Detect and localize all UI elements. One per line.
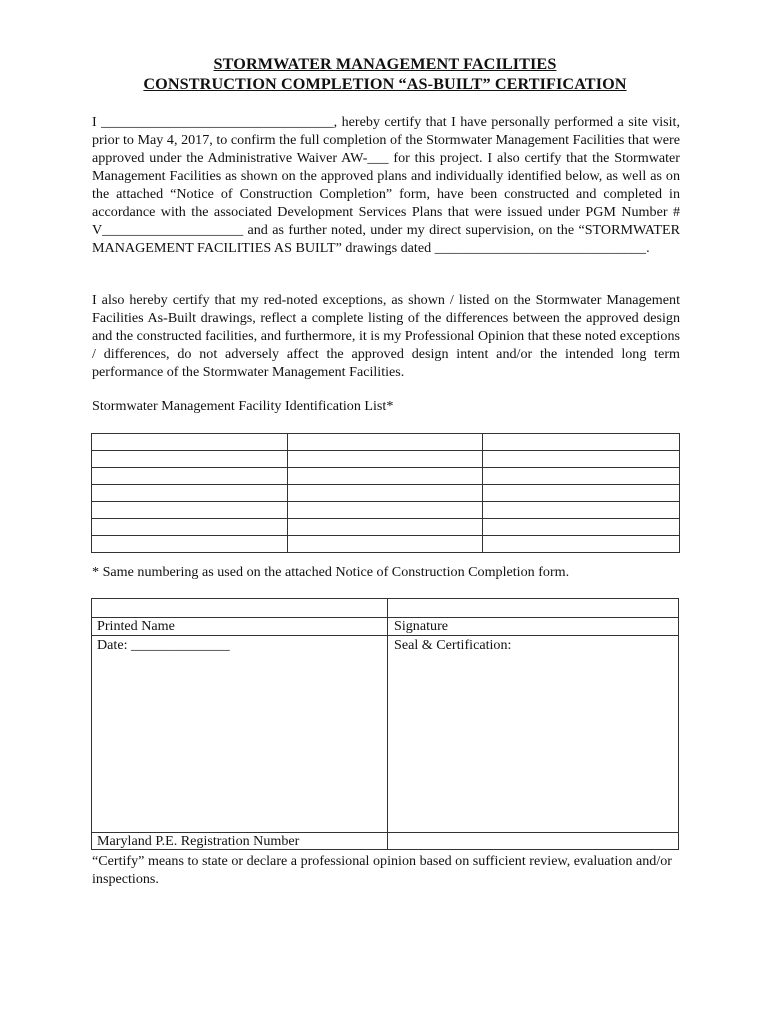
document-title-line-2: CONSTRUCTION COMPLETION “AS-BUILT” CERTIFICATION (143, 75, 627, 93)
facility-table-cell[interactable] (483, 502, 680, 519)
date-field[interactable]: Date: ______________ (97, 637, 230, 653)
facility-table-cell[interactable] (483, 519, 680, 536)
facility-table-cell[interactable] (92, 519, 288, 536)
table-row (92, 519, 680, 536)
facility-footnote: * Same numbering as used on the attached Notice of Construction Completion form. (92, 564, 570, 580)
facility-table-cell[interactable] (287, 485, 483, 502)
facility-list-label: Stormwater Management Facility Identification List* (92, 398, 394, 414)
signature-block (91, 598, 679, 850)
table-row (92, 536, 680, 553)
seal-certification-field[interactable]: Seal & Certification: (394, 637, 512, 653)
facility-table-cell[interactable] (287, 434, 483, 451)
facility-table-cell[interactable] (483, 468, 680, 485)
signature-block-divider (387, 599, 388, 849)
facility-table-cell[interactable] (483, 451, 680, 468)
facility-table-cell[interactable] (92, 451, 288, 468)
certification-paragraph-2: I also hereby certify that my red-noted exceptions, as shown / listed on the Stormwater Management Facilities As-Built drawings, reflect a complete listing of the differences between the approved design and the constructed facilities, and furthermore, it is my Professional Opinion that these noted exceptions / differences, do not adversely affect the approved design intent and/or the intended long term performance of the Stormwater Management Facilities. (92, 292, 680, 380)
facility-table-cell[interactable] (92, 502, 288, 519)
signature-field[interactable]: Signature (394, 618, 449, 634)
facility-table-cell[interactable] (92, 485, 288, 502)
table-row (92, 485, 680, 502)
registration-number-field[interactable]: Maryland P.E. Registration Number (97, 833, 300, 849)
facility-table-cell[interactable] (287, 519, 483, 536)
facility-identification-table (91, 433, 680, 553)
table-row (92, 434, 680, 451)
certification-paragraph-1: I _________________________________, hereby certify that I have personally performed a site visit, prior to May 4, 2017, to confirm the full completion of the Stormwater Management Facilities that were approved under the Administrative Waiver AW-___ for this project. I also certify that the Stormwater Management Facilities as shown on the approved plans and individually identified below, as well as on the attached “Notice of Construction Completion” form, have been constructed and completed in accordance with the associated Development Services Plans that were issued under PGM Number # V____________________ and as further noted, under my direct supervision, on the “STORMWATER MANAGEMENT FACILITIES AS BUILT” drawings dated ______________________________. (92, 114, 680, 256)
facility-table-cell[interactable] (92, 468, 288, 485)
signature-block-rule (92, 617, 678, 618)
facility-table-cell[interactable] (287, 468, 483, 485)
table-row (92, 502, 680, 519)
table-row (92, 468, 680, 485)
facility-table-cell[interactable] (483, 485, 680, 502)
certify-definition: “Certify” means to state or declare a professional opinion based on sufficient review, evaluation and/or inspections. (92, 853, 672, 887)
facility-table-cell[interactable] (287, 502, 483, 519)
facility-table-cell[interactable] (483, 536, 680, 553)
facility-table-cell[interactable] (287, 536, 483, 553)
facility-table-cell[interactable] (287, 451, 483, 468)
facility-table-cell[interactable] (483, 434, 680, 451)
facility-table-cell[interactable] (92, 536, 288, 553)
facility-table-cell[interactable] (92, 434, 288, 451)
printed-name-field[interactable]: Printed Name (97, 618, 175, 634)
table-row (92, 451, 680, 468)
document-title-line-1: STORMWATER MANAGEMENT FACILITIES (213, 55, 557, 73)
signature-block-rule (92, 635, 678, 636)
